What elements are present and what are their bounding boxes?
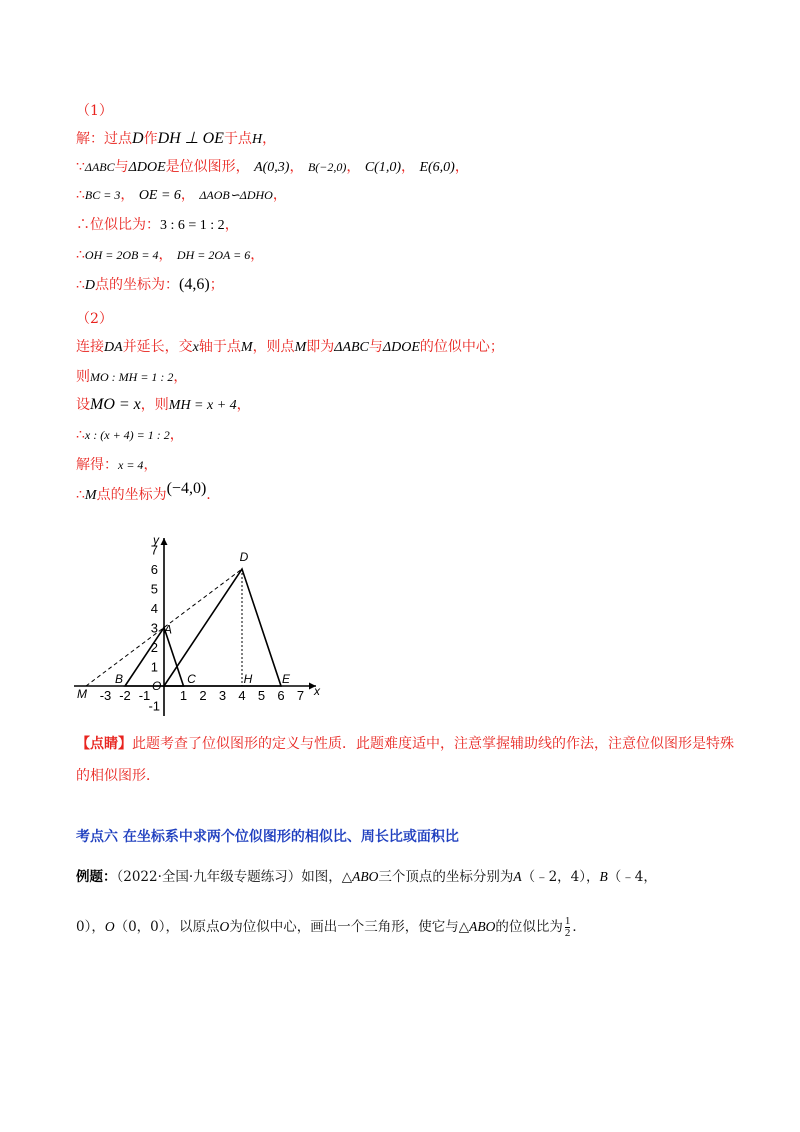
y-axis-arrow (161, 538, 168, 545)
x-tick-label: 4 (238, 688, 246, 703)
y-tick-label-negative: -1 (148, 698, 160, 714)
example-label: 例题： (76, 869, 117, 885)
point-label-m: M (77, 687, 87, 701)
x-tick-label: 2 (199, 688, 207, 703)
part1-line6: ∴D点的坐标为：(4,6)； (76, 276, 224, 293)
part2-line5: 解得：x = 4， (76, 457, 158, 473)
example-paragraph: 例题：（2022·全国·九年级专题练习）如图，△ABO三个顶点的坐标分别为A（﹣2，4），B（﹣4， 0），O（0，0），以原点O为位似中心，画出一个三角形，使它与△ABO的位似比为 $\frac{1}{2}$ ． (76, 869, 657, 939)
part1-line4: ∴位似比为：3 : 6 = 1 : 2， (76, 217, 239, 233)
part1-label: （1） (76, 103, 113, 119)
fraction-one-half: $\frac{1}{2}$ (564, 915, 571, 939)
y-tick-label: 6 (150, 562, 158, 577)
note-text: 此题考查了位似图形的定义与性质．此题难度适中，注意掌握辅助线的作法，注意位似图形是特殊的相似图形． (76, 736, 734, 784)
section-title: 考点六 在坐标系中求两个位似图形的相似比、周长比或面积比 (76, 829, 459, 845)
y-tick-label: 4 (150, 601, 158, 616)
y-tick-label: 7 (150, 542, 158, 558)
x-tick-label: 5 (257, 688, 266, 703)
part1-line3: ∴BC = 3， OE = 6， ΔAOB∽ΔDHO， (76, 187, 287, 203)
y-axis-label: y (153, 533, 159, 547)
origin-label: O (152, 679, 162, 693)
part2-line4: ∴x : (x + 4) = 1 : 2， (76, 427, 184, 443)
part2-line2: 则MO : MH = 1 : 2， (76, 369, 188, 385)
point-label-e: E (281, 672, 291, 686)
coordinate-figure (70, 530, 330, 725)
y-tick-label: 2 (150, 640, 158, 655)
point-label-d: D (239, 550, 249, 564)
x-tick-label: 6 (277, 688, 285, 703)
part2-line3: 设MO = x，则MH = x + 4， (76, 396, 251, 413)
x-axis-label: x (314, 684, 320, 698)
note-paragraph (76, 728, 736, 792)
point-label-a: A (163, 622, 173, 637)
part1-line5: ∴OH = 2OB = 4， DH = 2OA = 6， (76, 247, 265, 263)
y-tick-label: 5 (150, 581, 158, 597)
point-label-b: B (114, 672, 124, 686)
y-tick-label: 3 (150, 620, 158, 636)
x-tick-label: -1 (138, 688, 151, 703)
point-label-h: H (243, 672, 253, 686)
part1-line1: 解：过点D作DH ⊥ OE于点H， (76, 130, 277, 147)
triangle-doe (164, 569, 281, 686)
y-tick-label: 1 (150, 659, 158, 675)
part2-line6: ∴M点的坐标为(−4,0). (76, 480, 211, 503)
part2-line1: 连接DA并延长，交x轴于点M，则点M即为ΔABC与ΔDOE的位似中心； (76, 339, 504, 355)
triangle-abc (125, 628, 184, 687)
note-tag: 【点睛】 (76, 736, 132, 752)
point-label-c: C (187, 672, 196, 686)
x-tick-label: -3 (99, 688, 112, 703)
part2-label: （2） (76, 311, 113, 327)
x-tick-label: 1 (179, 688, 188, 703)
x-tick-label: 3 (218, 688, 227, 703)
x-tick-label: 7 (296, 688, 305, 703)
part1-line2: ∵ΔABC与ΔDOE是位似图形， A(0,3)， B(−2,0)， C(1,0)， E(6,0)， (76, 159, 469, 175)
x-tick-label: -2 (119, 688, 131, 703)
